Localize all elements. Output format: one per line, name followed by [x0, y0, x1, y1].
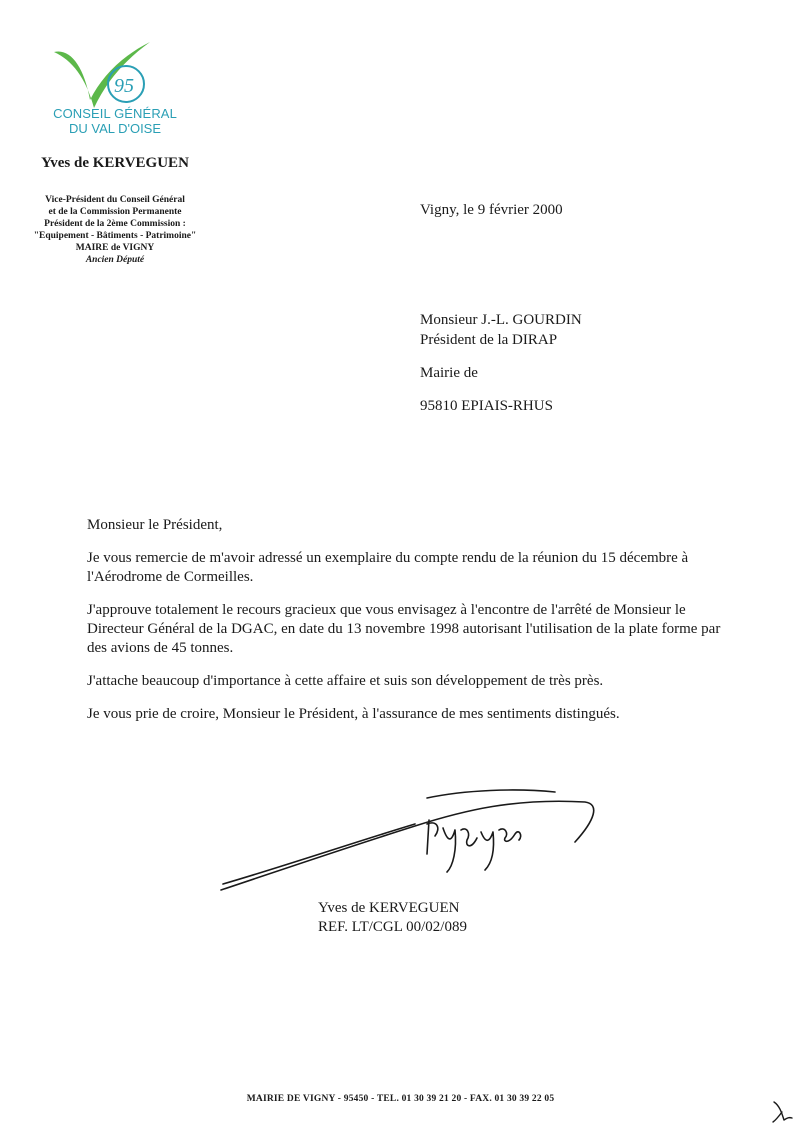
closing-name: Yves de KERVEGUEN — [318, 900, 460, 916]
body-paragraph: Je vous prie de croire, Monsieur le Président, à l'assurance de mes sentiments distingués. — [87, 706, 620, 722]
handwritten-mark — [770, 1098, 794, 1124]
body-paragraph: J'attache beaucoup d'importance à cette affaire et suis son développement de très près. — [87, 673, 604, 689]
sender-title: MAIRE de VIGNY — [75, 243, 155, 253]
recipient-address — [420, 310, 582, 416]
sender-title: "Equipement - Bâtiments - Patrimoine" — [33, 231, 197, 241]
logo-number: 95 — [114, 75, 134, 97]
sender-titles — [12, 194, 218, 266]
recipient-name: Monsieur J.-L. GOURDIN — [420, 312, 582, 328]
sender-title: Président de la 2ème Commission : — [44, 219, 186, 229]
closing-block — [318, 899, 467, 937]
org-name-line2: DU VAL D'OISE — [68, 121, 162, 136]
sender-title: et de la Commission Permanente — [48, 207, 182, 217]
salutation: Monsieur le Président, — [87, 517, 223, 533]
recipient-role: Président de la DIRAP — [420, 332, 558, 348]
sender-title: Vice-Président du Conseil Général — [45, 195, 185, 205]
conseil-general-logo — [50, 38, 190, 110]
reference-number: REF. LT/CGL 00/02/089 — [318, 919, 467, 935]
recipient-place: Mairie de — [420, 365, 478, 381]
sender-name: Yves de KERVEGUEN — [41, 155, 189, 171]
body-paragraph: Je vous remercie de m'avoir adressé un exemplaire du compte rendu de la réunion du 15 décembre à l'Aérodrome de Cormeilles. — [87, 550, 689, 585]
body-paragraph: J'approuve totalement le recours gracieux que vous envisagez à l'encontre de l'arrêté de Monsieur le Directeur Général de la DGAC, en date du 13 novembre 1998 autorisant l'utilisation de la plate forme par des avions de 45 tonnes. — [87, 602, 721, 656]
footer-contact: MAIRIE DE VIGNY - 95450 - TEL. 01 30 39 21 20 - FAX. 01 30 39 22 05 — [246, 1094, 555, 1104]
date-line: Vigny, le 9 février 2000 — [420, 202, 563, 218]
handwritten-signature — [215, 780, 605, 900]
sender-title: Ancien Député — [85, 255, 145, 265]
recipient-city: 95810 EPIAIS-RHUS — [420, 398, 553, 414]
org-name-line1: CONSEIL GÉNÉRAL — [53, 106, 177, 121]
letter-body — [87, 516, 737, 738]
